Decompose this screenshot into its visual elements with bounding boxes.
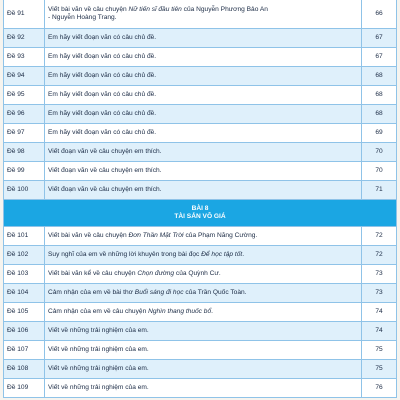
topic-title-text: của Phạm Năng Cường. (183, 232, 258, 239)
topic-code: Đề 106 (4, 322, 45, 341)
topic-code: Đề 97 (4, 124, 45, 143)
work-title: Chọn đường (137, 270, 175, 277)
page-number: 67 (362, 29, 397, 48)
topic-title: Viết về những trải nghiệm của em. (45, 322, 362, 341)
page-number: 68 (362, 67, 397, 86)
topic-title: Em hãy viết đoạn văn có câu chủ đề. (45, 124, 362, 143)
table-row (4, 227, 397, 246)
work-title: Nghìn thang thuốc bổ (148, 308, 212, 315)
topic-title: Em hãy viết đoạn văn có câu chủ đề. (45, 48, 362, 67)
page-number: 69 (362, 124, 397, 143)
page-number: 72 (362, 246, 397, 265)
table-row (4, 246, 397, 265)
topic-code: Đề 108 (4, 360, 45, 379)
topic-title: Viết về những trải nghiệm của em. (45, 360, 362, 379)
topic-code: Đề 100 (4, 181, 45, 200)
topic-title-text: Cảm nhận của em về bài thơ (48, 289, 135, 296)
topic-title-text: của Nguyễn Phương Bảo An (181, 6, 268, 13)
page-number: 70 (362, 162, 397, 181)
topic-code: Đề 101 (4, 227, 45, 246)
work-title: Để học tập tốt (201, 251, 243, 258)
topic-code: Đề 98 (4, 143, 45, 162)
table-row (4, 86, 397, 105)
page-number: 72 (362, 227, 397, 246)
page-number: 74 (362, 322, 397, 341)
topic-code: Đề 99 (4, 162, 45, 181)
topic-title: Viết về những trải nghiệm của em. (45, 379, 362, 398)
topic-code: Đề 109 (4, 379, 45, 398)
table-row (4, 0, 397, 29)
topic-title (45, 0, 362, 29)
page-number: 73 (362, 265, 397, 284)
topic-title: Em hãy viết đoạn văn có câu chủ đề. (45, 67, 362, 86)
topic-code: Đề 102 (4, 246, 45, 265)
page-number: 74 (362, 303, 397, 322)
table-row (4, 341, 397, 360)
table-row (4, 284, 397, 303)
topic-title: Viết về những trải nghiệm của em. (45, 341, 362, 360)
topic-code: Đề 96 (4, 105, 45, 124)
work-title: Nữ tiến sĩ đầu tiên (128, 6, 182, 13)
table-row (4, 303, 397, 322)
page-number: 75 (362, 360, 397, 379)
page-number: 71 (362, 181, 397, 200)
topic-code: Đề 104 (4, 284, 45, 303)
topic-title (45, 303, 362, 322)
page-number: 70 (362, 143, 397, 162)
topic-title-text: Viết bài văn về câu chuyện (48, 6, 129, 13)
table-row (4, 181, 397, 200)
table-row (4, 379, 397, 398)
work-title: Buổi sáng đi học (134, 289, 184, 296)
topic-code: Đề 107 (4, 341, 45, 360)
table-row (4, 29, 397, 48)
topic-title (45, 265, 362, 284)
topic-title: Viết đoạn văn về câu chuyện em thích. (45, 162, 362, 181)
contents-table (3, 0, 397, 398)
page-number: 75 (362, 341, 397, 360)
topic-title-text: - Nguyễn Hoàng Trang. (48, 14, 117, 21)
table-row (4, 124, 397, 143)
page-number: 66 (362, 0, 397, 29)
table-row (4, 67, 397, 86)
topic-title-text: Viết bài văn về câu chuyện (48, 232, 129, 239)
page-number: 68 (362, 86, 397, 105)
topic-title: Viết đoạn văn về câu chuyện em thích. (45, 143, 362, 162)
topic-title-text: của Quỳnh Cư. (174, 270, 221, 277)
page-number: 67 (362, 48, 397, 67)
page-number: 76 (362, 379, 397, 398)
topic-title: Em hãy viết đoạn văn có câu chủ đề. (45, 29, 362, 48)
table-row (4, 143, 397, 162)
topic-title-text: của Trần Quốc Toàn. (183, 289, 247, 296)
topic-title: Em hãy viết đoạn văn có câu chủ đề. (45, 105, 362, 124)
section-header (4, 200, 397, 227)
topic-code: Đề 95 (4, 86, 45, 105)
topic-title-text: Viết bài văn kể về câu chuyện (48, 270, 138, 277)
page-number: 68 (362, 105, 397, 124)
topic-title (45, 227, 362, 246)
topic-code: Đề 93 (4, 48, 45, 67)
table-row (4, 162, 397, 181)
page-number: 73 (362, 284, 397, 303)
topic-title: Viết đoạn văn về câu chuyện em thích. (45, 181, 362, 200)
table-row (4, 48, 397, 67)
topic-title-text: . (211, 308, 213, 315)
work-title: Đơn Thần Mặt Trời (128, 232, 184, 239)
table-row (4, 105, 397, 124)
topic-title (45, 284, 362, 303)
topic-code: Đề 105 (4, 303, 45, 322)
table-row (4, 360, 397, 379)
topic-code: Đề 103 (4, 265, 45, 284)
table-row (4, 265, 397, 284)
section-title: TÀI SẢN VÔ GIÁ (174, 213, 226, 220)
table-row (4, 322, 397, 341)
topic-code: Đề 94 (4, 67, 45, 86)
topic-code: Đề 91 (4, 0, 45, 29)
topic-title-text: . (242, 251, 245, 258)
topic-title-text: Cảm nhận của em về câu chuyện (48, 308, 149, 315)
section-number: BÀI 8 (191, 205, 209, 212)
topic-title (45, 246, 362, 265)
topic-title-text: Suy nghĩ của em về những lời khuyên trong bài đọc (48, 251, 202, 258)
topic-title: Em hãy viết đoạn văn có câu chủ đề. (45, 86, 362, 105)
topic-code: Đề 92 (4, 29, 45, 48)
